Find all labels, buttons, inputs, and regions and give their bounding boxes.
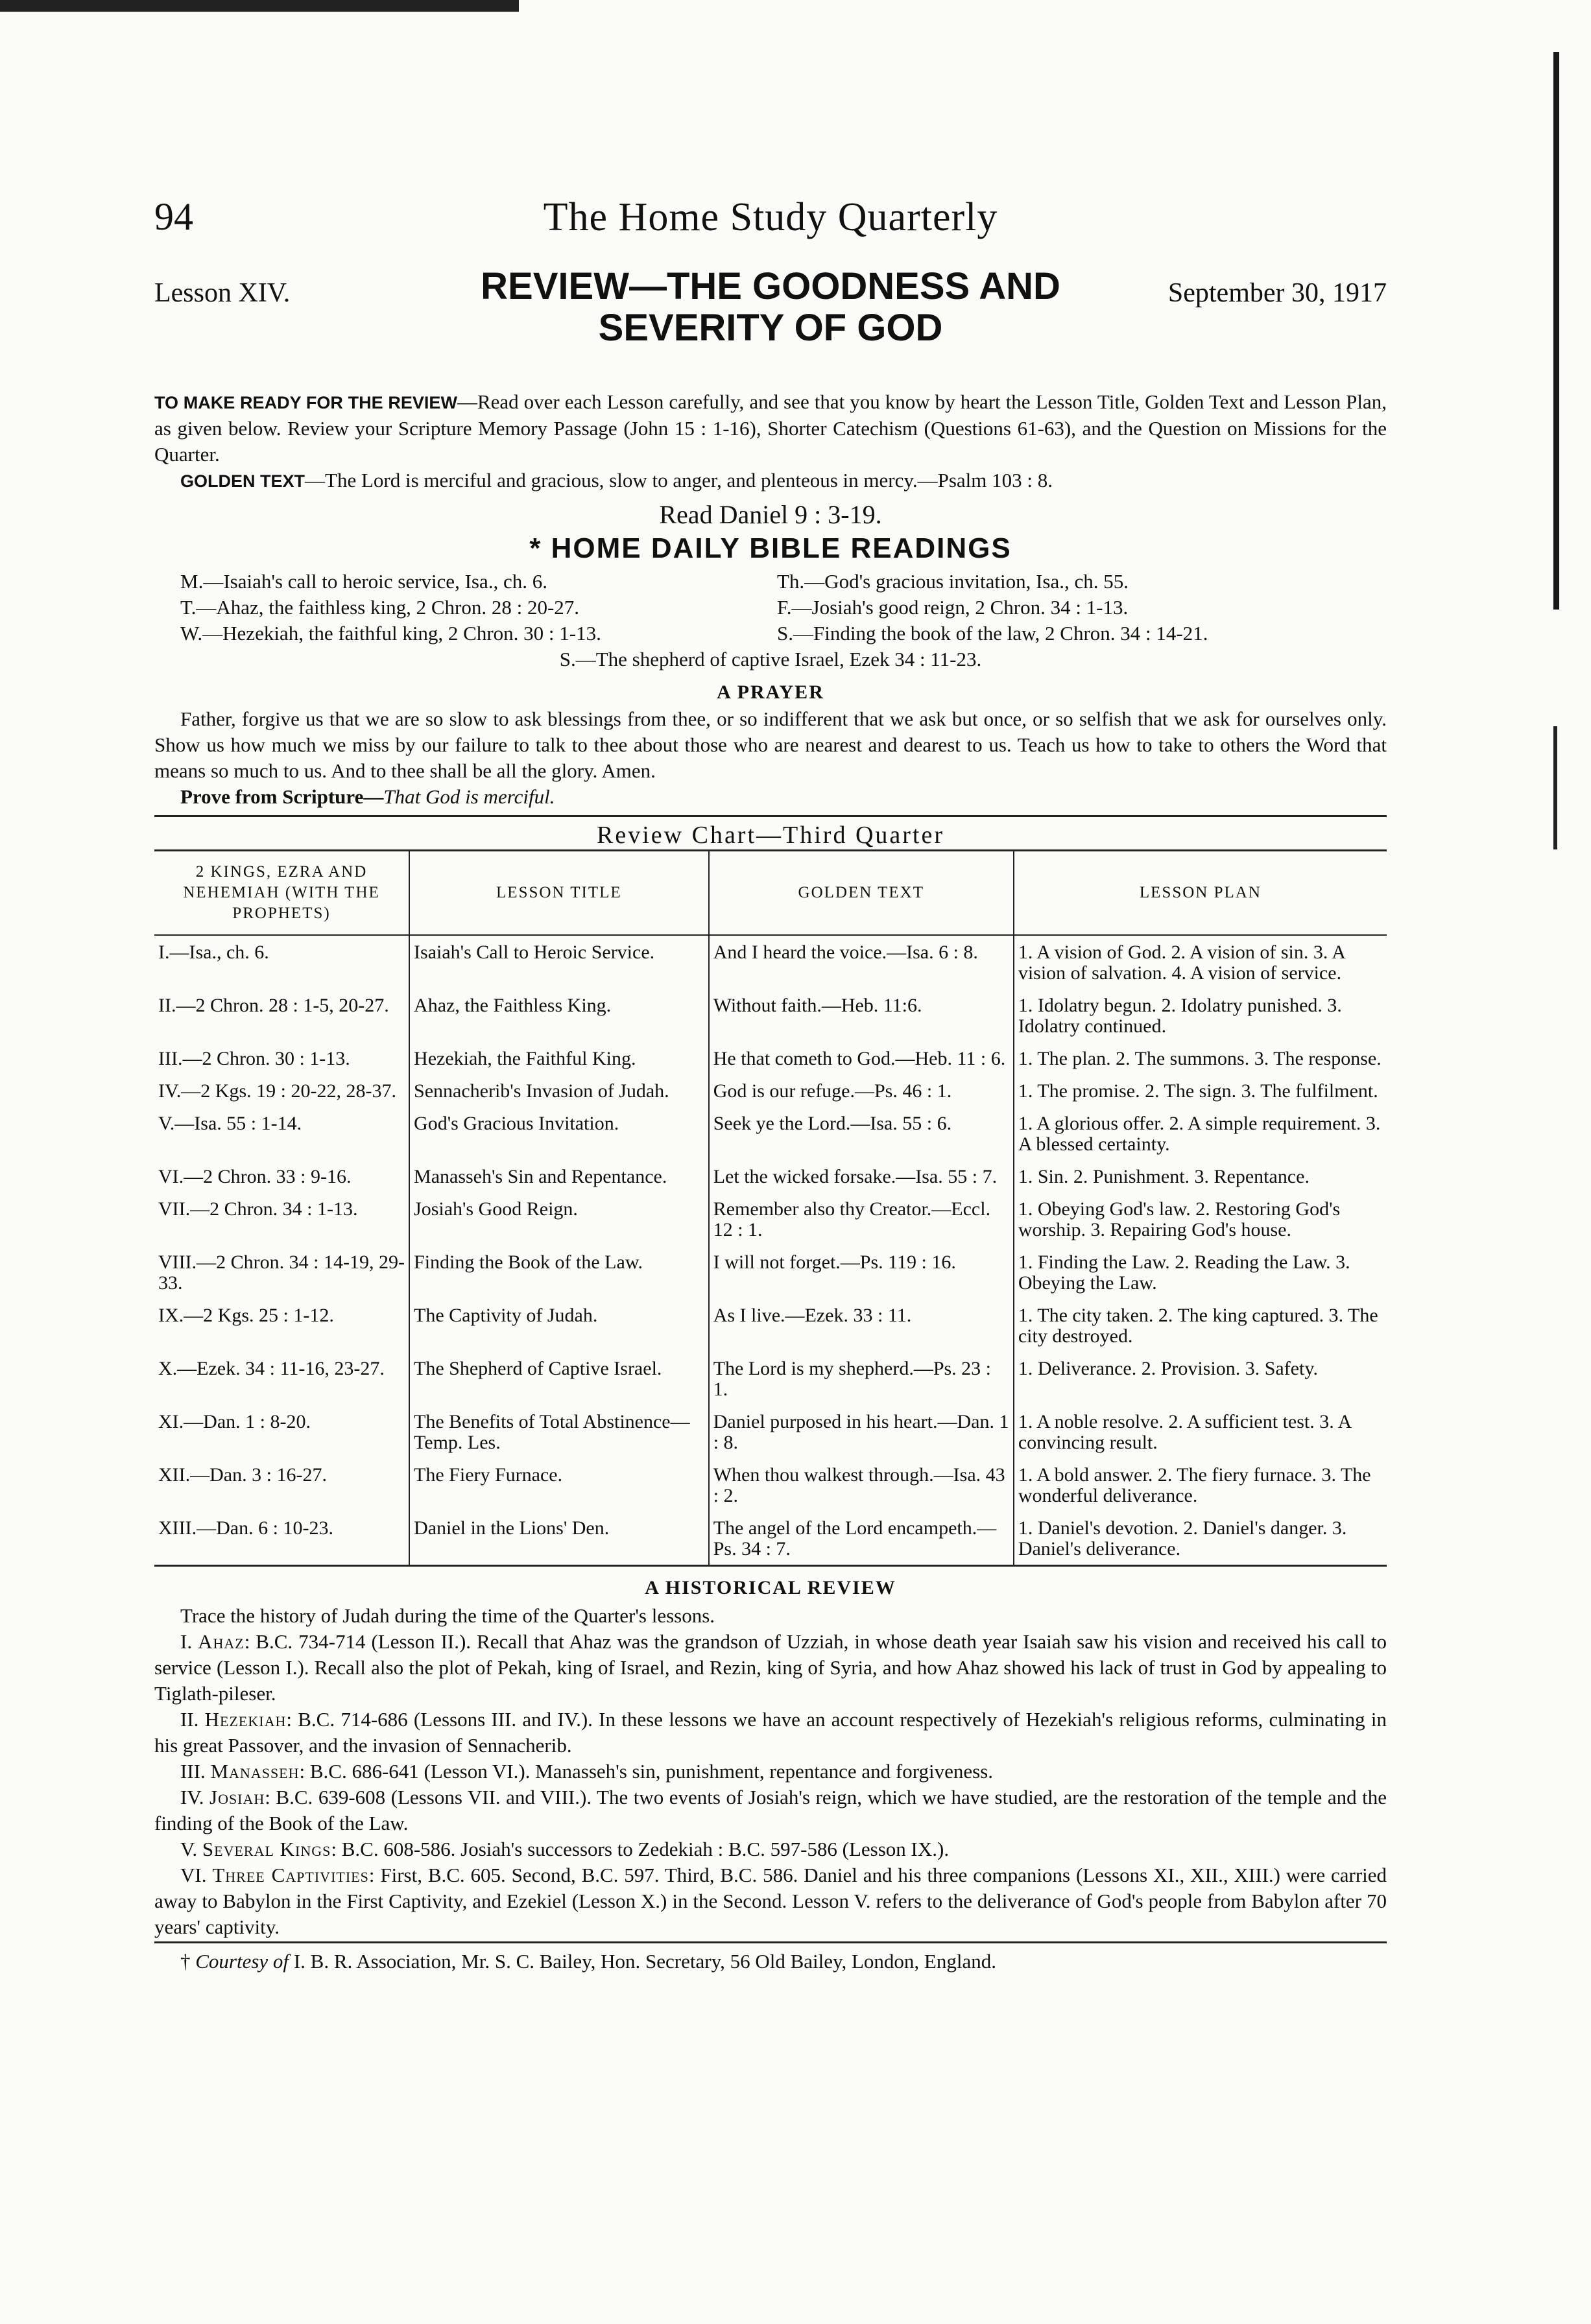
lesson-date: September 30, 1917	[1167, 278, 1387, 308]
table-row	[154, 935, 1387, 989]
page	[154, 195, 1387, 1974]
table-row	[154, 1405, 1387, 1458]
table-row	[154, 989, 1387, 1042]
reading-row	[154, 569, 1387, 595]
footnote-mark: †	[180, 1950, 196, 1973]
table-row	[154, 1192, 1387, 1246]
cell-golden-text: Seek ye the Lord.—Isa. 55 : 6.	[709, 1107, 1014, 1160]
cell-scripture: X.—Ezek. 34 : 11-16, 23-27.	[158, 1358, 385, 1379]
cell-lesson-title: The Benefits of Total Abstinence—Temp. Les.	[409, 1405, 709, 1458]
historical-item-text: : B.C. 639-608 (Lessons VII. and VIII.). The two events of Josiah's reign, which we have studied, are the restoration of the temple and the finding of the Book of the Law.	[154, 1786, 1387, 1834]
reading-right: Th.—God's gracious invitation, Isa., ch. 55.	[777, 570, 1129, 593]
column-header-golden-text: GOLDEN TEXT	[709, 851, 1014, 936]
cell-lesson-plan: 1. Sin. 2. Punishment. 3. Repentance.	[1014, 1160, 1387, 1192]
cell-lesson-title: The Captivity of Judah.	[409, 1299, 709, 1352]
prayer-text: Father, forgive us that we are so slow to ask blessings from thee, or so indifferent that we ask but once, or so selfish that we ask for ourselves only. Show us how much we miss by our failure to talk to thee about those who are nearest and dearest to us. Teach us how to take to others the Word that means so much to us. And to thee shall be all the glory. Amen.	[154, 707, 1387, 782]
cell-lesson-plan: 1. Finding the Law. 2. Reading the Law. 3. Obeying the Law.	[1014, 1246, 1387, 1299]
historical-item-name: Manasseh	[210, 1760, 300, 1783]
historical-item-number: III.	[180, 1760, 206, 1783]
prayer-title: A PRAYER	[717, 682, 824, 703]
reading-right: F.—Josiah's good reign, 2 Chron. 34 : 1-13.	[777, 596, 1129, 619]
reading-row	[154, 621, 1387, 646]
table-row	[154, 1042, 1387, 1074]
lesson-heading	[154, 266, 1387, 389]
historical-review-title: A HISTORICAL REVIEW	[645, 1577, 896, 1598]
cell-lesson-title: Daniel in the Lions' Den.	[409, 1512, 709, 1566]
historical-item-number: II.	[180, 1708, 199, 1731]
cell-golden-text: God is our refuge.—Ps. 46 : 1.	[709, 1074, 1014, 1107]
cell-golden-text: He that cometh to God.—Heb. 11 : 6.	[709, 1042, 1014, 1074]
cell-golden-text: The Lord is my shepherd.—Ps. 23 : 1.	[709, 1352, 1014, 1405]
reading-row	[154, 595, 1387, 621]
cell-scripture: VIII.—2 Chron. 34 : 14-19, 29-33.	[158, 1251, 405, 1294]
cell-golden-text: When thou walkest through.—Isa. 43 : 2.	[709, 1458, 1014, 1512]
cell-lesson-plan: 1. A glorious offer. 2. A simple requirement. 3. A blessed certainty.	[1014, 1107, 1387, 1160]
cell-golden-text: I will not forget.—Ps. 119 : 16.	[709, 1246, 1014, 1299]
prove-lead: Prove from Scripture—	[180, 785, 384, 808]
daily-readings	[154, 569, 1387, 672]
cell-lesson-plan: 1. The city taken. 2. The king captured. 3. The city destroyed.	[1014, 1299, 1387, 1352]
cell-lesson-title: Isaiah's Call to Heroic Service.	[409, 935, 709, 989]
historical-item-number: V.	[180, 1838, 198, 1860]
running-header	[154, 195, 1387, 253]
table-row	[154, 1458, 1387, 1512]
journal-title: The Home Study Quarterly	[543, 195, 998, 239]
cell-lesson-title: The Fiery Furnace.	[409, 1458, 709, 1512]
historical-item	[154, 1836, 1387, 1862]
review-instructions-lead: TO MAKE READY FOR THE REVIEW	[154, 393, 457, 412]
cell-scripture: VII.—2 Chron. 34 : 1-13.	[158, 1198, 358, 1220]
cell-lesson-plan: 1. A bold answer. 2. The fiery furnace. 3. The wonderful deliverance.	[1014, 1458, 1387, 1512]
cell-scripture: III.—2 Chron. 30 : 1-13.	[158, 1048, 350, 1069]
historical-item-text: : B.C. 734-714 (Lesson II.). Recall that Ahaz was the grandson of Uzziah, in whose death year Isaiah saw his vision and received his call to service (Lesson I.). Recall also the plot of Pekah, king of Israel, and Rezin, king of Syria, and how Ahaz showed his lack of trust in God by appealing to Tiglath-pileser.	[154, 1630, 1387, 1705]
reading-left: W.—Hezekiah, the faithful king, 2 Chron. 30 : 1-13.	[180, 622, 601, 645]
historical-item-text: : B.C. 714-686 (Lessons III. and IV.). In these lessons we have an account respectively of Hezekiah's religious reforms, culminating in his great Passover, and the invasion of Sennacherib.	[154, 1708, 1387, 1757]
cell-scripture: IX.—2 Kgs. 25 : 1-12.	[158, 1305, 334, 1326]
cell-golden-text: Remember also thy Creator.—Eccl. 12 : 1.	[709, 1192, 1014, 1246]
historical-item-name: Ahaz	[198, 1630, 245, 1653]
golden-text-lead: GOLDEN TEXT	[180, 471, 305, 491]
prove-from-scripture	[154, 784, 1387, 810]
historical-item-name: Hezekiah	[204, 1708, 287, 1731]
historical-item-number: IV.	[180, 1786, 204, 1808]
historical-item	[154, 1862, 1387, 1943]
lesson-number: Lesson XIV.	[154, 278, 291, 308]
review-chart-title: Review Chart—Third Quarter	[154, 815, 1387, 849]
table-row	[154, 1246, 1387, 1299]
footnote-text: I. B. R. Association, Mr. S. C. Bailey, Hon. Secretary, 56 Old Bailey, London, England.	[289, 1950, 996, 1973]
cell-golden-text: As I live.—Ezek. 33 : 11.	[709, 1299, 1014, 1352]
cell-lesson-plan: 1. Idolatry begun. 2. Idolatry punished. 3. Idolatry continued.	[1014, 989, 1387, 1042]
cell-lesson-title: Josiah's Good Reign.	[409, 1192, 709, 1246]
page-number: 94	[154, 195, 193, 238]
lesson-title	[427, 266, 1114, 349]
cell-lesson-title: Manasseh's Sin and Repentance.	[409, 1160, 709, 1192]
cell-scripture: XII.—Dan. 3 : 16-27.	[158, 1464, 327, 1486]
cell-lesson-plan: 1. The promise. 2. The sign. 3. The fulfilment.	[1014, 1074, 1387, 1107]
historical-item	[154, 1629, 1387, 1707]
golden-text	[154, 468, 1387, 494]
reading-right: S.—Finding the book of the law, 2 Chron. 34 : 14-21.	[777, 622, 1208, 645]
cell-lesson-title: The Shepherd of Captive Israel.	[409, 1352, 709, 1405]
cell-scripture: IV.—2 Kgs. 19 : 20-22, 28-37.	[158, 1080, 396, 1102]
historical-item-text: : B.C. 608-586. Josiah's successors to Zedekiah : B.C. 597-586 (Lesson IX.).	[331, 1838, 950, 1860]
lesson-title-line2: SEVERITY OF GOD	[598, 307, 943, 349]
review-instructions-text: —Read over each Lesson carefully, and see that you know by heart the Lesson Title, Golden Text and Lesson Plan, as given below. Review your Scripture Memory Passage (John 15 : 1-16), Shorter Catechism (Questions 61-63), and the Question on Missions for the Quarter.	[154, 390, 1387, 466]
historical-item	[154, 1707, 1387, 1759]
cell-lesson-title: Finding the Book of the Law.	[409, 1246, 709, 1299]
column-header-lesson-plan: LESSON PLAN	[1014, 851, 1387, 936]
cell-lesson-title: God's Gracious Invitation.	[409, 1107, 709, 1160]
cell-scripture: XIII.—Dan. 6 : 10-23.	[158, 1517, 333, 1539]
scan-edge-band	[0, 0, 519, 12]
historical-item-text: : B.C. 686-641 (Lesson VI.). Manasseh's sin, punishment, repentance and forgiveness.	[299, 1760, 993, 1783]
cell-golden-text: Daniel purposed in his heart.—Dan. 1 : 8.	[709, 1405, 1014, 1458]
review-instructions	[154, 389, 1387, 468]
cell-lesson-plan: 1. Obeying God's law. 2. Restoring God's worship. 3. Repairing God's house.	[1014, 1192, 1387, 1246]
cell-scripture: XI.—Dan. 1 : 8-20.	[158, 1411, 311, 1432]
table-row	[154, 1074, 1387, 1107]
cell-scripture: I.—Isa., ch. 6.	[158, 942, 269, 963]
read-reference: Read Daniel 9 : 3-19.	[659, 500, 882, 529]
footnote-lead: Courtesy of	[195, 1950, 289, 1973]
cell-golden-text: Let the wicked forsake.—Isa. 55 : 7.	[709, 1160, 1014, 1192]
historical-item-name: Three Captivities	[212, 1864, 369, 1886]
table-row	[154, 1107, 1387, 1160]
reading-left: T.—Ahaz, the faithless king, 2 Chron. 28 : 20-27.	[180, 596, 580, 619]
column-header-scripture: 2 KINGS, EZRA AND NEHEMIAH (WITH THE PROPHETS)	[154, 851, 409, 936]
table-row	[154, 1160, 1387, 1192]
table-row	[154, 1352, 1387, 1405]
cell-golden-text: The angel of the Lord encampeth.—Ps. 34 : 7.	[709, 1512, 1014, 1566]
historical-item-number: VI.	[180, 1864, 207, 1886]
cell-scripture: II.—2 Chron. 28 : 1-5, 20-27.	[158, 995, 389, 1016]
historical-item	[154, 1759, 1387, 1784]
historical-item-number: I.	[180, 1630, 193, 1653]
cell-scripture: V.—Isa. 55 : 1-14.	[158, 1113, 302, 1134]
golden-text-body: —The Lord is merciful and gracious, slow to anger, and plenteous in mercy.—Psalm 103 : 8.	[305, 469, 1053, 492]
cell-lesson-title: Hezekiah, the Faithful King.	[409, 1042, 709, 1074]
review-chart-table	[154, 849, 1387, 1567]
reading-left: M.—Isaiah's call to heroic service, Isa., ch. 6.	[180, 570, 547, 593]
cell-lesson-title: Sennacherib's Invasion of Judah.	[409, 1074, 709, 1107]
prove-text: That God is merciful.	[383, 785, 555, 808]
cell-lesson-plan: 1. Daniel's devotion. 2. Daniel's danger. 3. Daniel's deliverance.	[1014, 1512, 1387, 1566]
table-row	[154, 1299, 1387, 1352]
table-row	[154, 1512, 1387, 1566]
table-header-row	[154, 851, 1387, 936]
historical-item-name: Josiah	[209, 1786, 265, 1808]
cell-lesson-plan: 1. A noble resolve. 2. A sufficient test. 3. A convincing result.	[1014, 1405, 1387, 1458]
footnote	[154, 1949, 1387, 1974]
historical-intro: Trace the history of Judah during the time of the Quarter's lessons.	[180, 1604, 715, 1627]
cell-lesson-plan: 1. A vision of God. 2. A vision of sin. 3. A vision of salvation. 4. A vision of service.	[1014, 935, 1387, 989]
cell-golden-text: And I heard the voice.—Isa. 6 : 8.	[709, 935, 1014, 989]
historical-review	[154, 1603, 1387, 1943]
column-header-lesson-title: LESSON TITLE	[409, 851, 709, 936]
historical-item-name: Several Kings	[202, 1838, 331, 1860]
cell-lesson-plan: 1. The plan. 2. The summons. 3. The response.	[1014, 1042, 1387, 1074]
scan-edge-bar	[1553, 52, 1559, 610]
cell-golden-text: Without faith.—Heb. 11:6.	[709, 989, 1014, 1042]
daily-readings-title: * HOME DAILY BIBLE READINGS	[529, 532, 1012, 564]
reading-sunday: S.—The shepherd of captive Israel, Ezek 34 : 11-23.	[559, 648, 982, 670]
historical-item	[154, 1784, 1387, 1836]
historical-item-text: : First, B.C. 605. Second, B.C. 597. Third, B.C. 586. Daniel and his three companions (Lessons XI., XII., XIII.) were carried away to Babylon in the First Captivity, and Ezekiel (Lesson X.) in the Second. Lesson V. refers to the deliverance of God's people from Babylon after 70 years' captivity.	[154, 1864, 1387, 1938]
cell-lesson-plan: 1. Deliverance. 2. Provision. 3. Safety.	[1014, 1352, 1387, 1405]
cell-scripture: VI.—2 Chron. 33 : 9-16.	[158, 1166, 352, 1187]
cell-lesson-title: Ahaz, the Faithless King.	[409, 989, 709, 1042]
lesson-title-line1: REVIEW—THE GOODNESS AND	[481, 265, 1060, 307]
scan-edge-bar-lower	[1553, 726, 1557, 849]
